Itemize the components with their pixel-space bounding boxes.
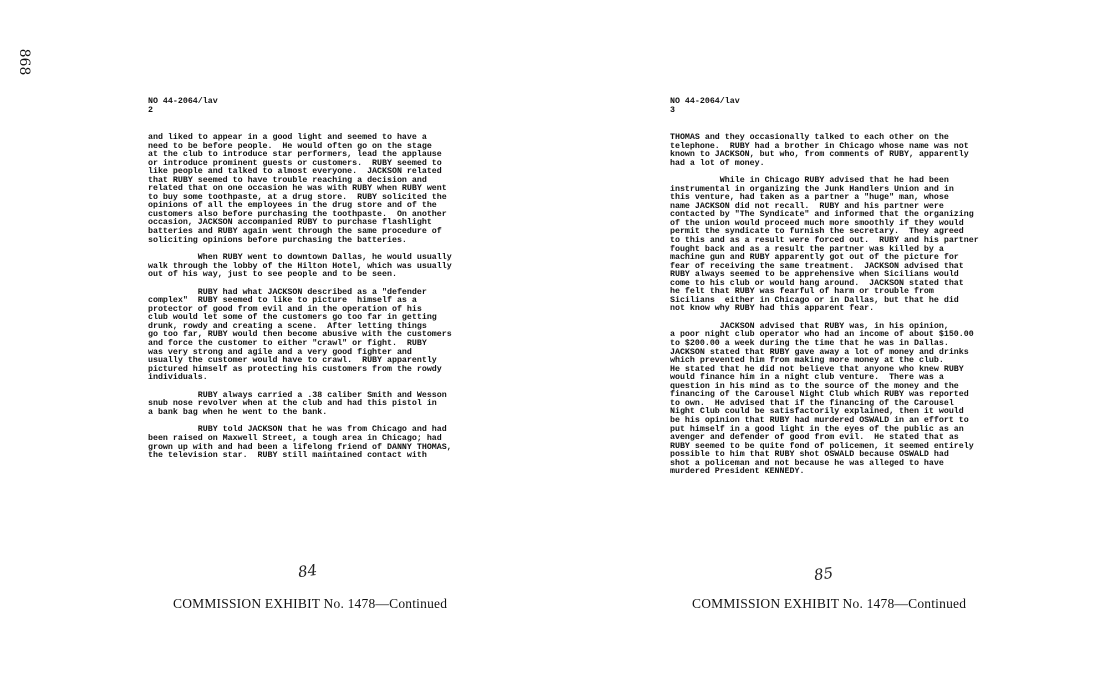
text-line: had a lot of money. xyxy=(670,158,765,168)
text-line: like people and talked to almost everyone. JACKSON related xyxy=(148,167,442,177)
paragraph xyxy=(148,426,498,460)
text-line: put himself in a good light in the eyes of the public as an xyxy=(670,424,964,434)
text-line: pictured himself as protecting his customers from the rowdy xyxy=(148,364,442,374)
text-line: to buy some toothpaste, at a drug store. RUBY solicited the xyxy=(148,192,447,202)
text-line: this venture, had taken as a partner a "huge" man, whose xyxy=(670,193,949,203)
text-line: to $200.00 a week during the time that he was in Dallas. xyxy=(670,339,949,349)
exhibit-caption: COMMISSION EXHIBIT No. 1478—Continued xyxy=(173,596,448,611)
text-line: THOMAS and they occasionally talked to each other on the xyxy=(670,133,949,142)
left-document-page xyxy=(148,98,498,470)
page-number: 868 xyxy=(16,48,32,76)
text-line: go too far, RUBY would then become abusive with the customers xyxy=(148,330,452,340)
text-line: batteries and RUBY again went through the same procedure of xyxy=(148,227,442,237)
exhibit-caption: COMMISSION EXHIBIT No. 1478—Continued xyxy=(692,596,967,611)
file-number: NO 44-2064/lav xyxy=(670,97,740,106)
text-line: RUBY always seemed to be apprehensive when Sicilians would xyxy=(670,270,959,280)
text-line: to own. He advised that if the financing of the Carousel xyxy=(670,398,954,408)
text-line: and liked to appear in a good light and seemed to have a xyxy=(148,133,427,142)
text-line: which prevented him from making more money at the club. xyxy=(670,356,944,366)
text-line: known to JACKSON, but who, from comments of RUBY, apparently xyxy=(670,150,969,160)
right-document-page xyxy=(670,98,1026,486)
text-line: RUBY had what JACKSON described as a "defender xyxy=(148,287,427,297)
text-line: JACKSON stated that RUBY gave away a lot of money and drinks xyxy=(670,347,969,357)
text-line: not know why RUBY had this apparent fear. xyxy=(670,304,875,314)
text-line: that RUBY seemed to have trouble reaching a decision and xyxy=(148,175,427,185)
text-line: Sicilians either in Chicago or in Dallas, but that he did xyxy=(670,295,959,305)
text-line: machine gun and RUBY apparently got out of the picture for xyxy=(670,253,959,263)
text-line: been raised on Maxwell Street, a tough area in Chicago; had xyxy=(148,433,442,443)
body-text xyxy=(670,134,1026,477)
text-line: possible to him that RUBY shot OSWALD because OSWALD had xyxy=(670,450,949,460)
text-line: be his opinion that RUBY had murdered OSWALD in an effort to xyxy=(670,415,969,425)
text-line: would finance him in a night club venture. There was a xyxy=(670,373,944,383)
text-line: at the club to introduce star performers, lead the applause xyxy=(148,150,442,160)
text-line: permit the syndicate to furnish the secretary. They agreed xyxy=(670,227,964,237)
text-line: soliciting opinions before purchasing the batteries. xyxy=(148,235,407,245)
text-line: or introduce prominent guests or customers. RUBY seemed to xyxy=(148,158,442,168)
text-line: the television star. RUBY still maintained contact with xyxy=(148,451,427,461)
text-line: related that on one occasion he was with RUBY when RUBY went xyxy=(148,184,447,194)
text-line: RUBY told JACKSON that he was from Chicago and had xyxy=(148,425,447,435)
paragraph xyxy=(148,392,498,418)
text-line: a bank bag when he went to the bank. xyxy=(148,407,328,417)
sheet-number: 3 xyxy=(670,106,675,115)
text-line: and force the customer to either "crawl" or fight. RUBY xyxy=(148,339,427,349)
text-line: out of his way, just to see people and to be seen. xyxy=(148,270,397,280)
text-line: Night Club could be satisfactorily explained, then it would xyxy=(670,407,964,417)
handwritten-page-mark: 84 xyxy=(296,560,319,582)
text-line: grown up with and had been a lifelong friend of DANNY THOMAS, xyxy=(148,442,452,452)
text-line: a poor night club operator who had an income of about $150.00 xyxy=(670,330,974,340)
text-line: customers also before purchasing the toothpaste. On another xyxy=(148,209,447,219)
text-line: While in Chicago RUBY advised that he had been xyxy=(670,176,949,186)
paragraph xyxy=(148,134,498,245)
handwritten-page-mark: 85 xyxy=(812,563,835,585)
text-line: avenger and defender of good from evil. He stated that as xyxy=(670,433,959,443)
text-line: He stated that he did not believe that anyone who knew RUBY xyxy=(670,364,964,374)
text-line: snub nose revolver when at the club and had this pistol in xyxy=(148,399,437,409)
text-line: telephone. RUBY had a brother in Chicago whose name was not xyxy=(670,141,969,151)
paragraph xyxy=(670,177,1026,314)
sheet-number: 2 xyxy=(148,106,153,115)
text-line: was very strong and agile and a very good fighter and xyxy=(148,347,412,357)
paragraph xyxy=(148,254,498,280)
text-line: come to his club or would hang around. JACKSON stated that xyxy=(670,278,964,288)
text-line: fought back and as a result the partner was killed by a xyxy=(670,244,944,254)
text-line: RUBY seemed to be quite fond of policemen, it seemed entirely xyxy=(670,441,974,451)
text-line: shot a policeman and not because he was alleged to have xyxy=(670,458,944,468)
text-line: need to be before people. He would often go on the stage xyxy=(148,141,432,151)
text-line: JACKSON advised that RUBY was, in his opinion, xyxy=(670,321,949,331)
text-line: When RUBY went to downtown Dallas, he would usually xyxy=(148,253,452,263)
paragraph xyxy=(148,289,498,383)
text-line: protector of good from evil and in the operation of his xyxy=(148,304,422,314)
text-line: walk through the lobby of the Hilton Hotel, which was usually xyxy=(148,261,452,271)
text-line: RUBY always carried a .38 caliber Smith and Wesson xyxy=(148,390,447,400)
text-line: usually the customer would have to crawl. RUBY apparently xyxy=(148,356,437,366)
body-text xyxy=(148,134,498,461)
text-line: murdered President KENNEDY. xyxy=(670,467,805,477)
text-line: question in his mind as to the source of the money and the xyxy=(670,381,959,391)
text-line: occasion, JACKSON accompanied RUBY to purchase flashlight xyxy=(148,218,432,228)
text-line: he felt that RUBY was fearful of harm or trouble from xyxy=(670,287,934,297)
text-line: complex" RUBY seemed to like to picture himself as a xyxy=(148,296,417,306)
text-line: opinions of all the employees in the drug store and of the xyxy=(148,201,437,211)
text-line: financing of the Carousel Night Club which RUBY was reported xyxy=(670,390,969,400)
paragraph xyxy=(670,134,1026,168)
text-line: fear of receiving the same treatment. JACKSON advised that xyxy=(670,261,964,271)
text-line: of the union would proceed much more smoothly if they would xyxy=(670,218,964,228)
text-line: contacted by "The Syndicate" and informed that the organizing xyxy=(670,210,974,220)
text-line: club would let some of the customers go too far in getting xyxy=(148,313,437,323)
text-line: drunk, rowdy and creating a scene. After letting things xyxy=(148,321,427,331)
text-line: individuals. xyxy=(148,373,208,383)
paragraph xyxy=(670,323,1026,477)
file-number: NO 44-2064/lav xyxy=(148,97,218,106)
text-line: instrumental in organizing the Junk Handlers Union and in xyxy=(670,184,954,194)
text-line: to this and as a result were forced out. RUBY and his partner xyxy=(670,236,979,246)
text-line: name JACKSON did not recall. RUBY and his partner were xyxy=(670,201,944,211)
